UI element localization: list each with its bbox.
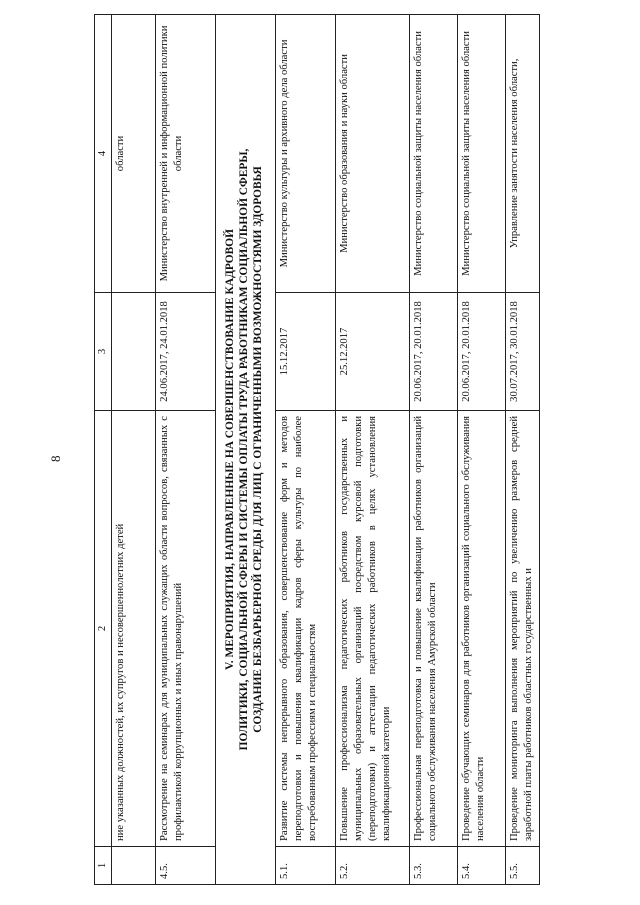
table-row: [335, 15, 409, 885]
section-heading-line-3: СОЗДАНИЕ БЕЗБАРЬЕРНОЙ СРЕДЫ ДЛЯ ЛИЦ С ОГРАНИЧЕННЫМИ ВОЗМОЖНОСТЯМИ ЗДОРОВЬЯ: [252, 166, 265, 733]
header-col-4: 4: [95, 15, 112, 293]
row-number: 5.4.: [457, 847, 505, 885]
table-row: [111, 15, 155, 885]
row-number: 5.3.: [409, 847, 457, 885]
header-col-1: 1: [95, 847, 112, 885]
row-number: 4.5.: [155, 847, 215, 885]
row-description: Профессиональная переподготовка и повышение квалификации работников организаций социального обслуживания населения Амурской области: [409, 411, 457, 847]
row-description: ние указанных должностей, их супругов и несовершеннолетних детей: [111, 411, 155, 847]
table-row: [505, 15, 539, 885]
row-description: Развитие системы непрерывного образования, совершенствование форм и методов переподготовки и повышения квалификации кадров сферы культуры по наиболее востребованным профессиям и специальностям: [275, 411, 335, 847]
row-description: Проведение обучающих семинаров для работников организаций социального обслуживания населения области: [457, 411, 505, 847]
row-responsible: Министерство внутренней и информационной политики области: [155, 15, 215, 293]
row-description: Проведение мониторинга выполнения мероприятий по увеличению размеров средней заработной платы работников областных государственных и: [505, 411, 539, 847]
table-row: [155, 15, 215, 885]
rotated-table-area: [94, 15, 594, 885]
row-number: [111, 847, 155, 885]
row-responsible: Министерство образования и науки области: [335, 15, 409, 293]
section-heading-line-1: V. МЕРОПРИЯТИЯ, НАПРАВЛЕННЫЕ НА СОВЕРШЕНСТВОВАНИЕ КАДРОВОЙ: [223, 229, 236, 670]
row-description: Рассмотрение на семинарах для муниципальных служащих области вопросов, связанных с профилактикой коррупционных и иных правонарушений: [155, 411, 215, 847]
header-col-2: 2: [95, 411, 112, 847]
row-date: 15.12.2017: [275, 293, 335, 411]
section-heading-line-2: ПОЛИТИКИ, СОЦИАЛЬНОЙ СФЕРЫ И СИСТЕМЫ ОПЛАТЫ ТРУДА РАБОТНИКАМ СОЦИАЛЬНОЙ СФЕРЫ,: [238, 148, 251, 751]
row-date: 20.06.2017, 20.01.2018: [457, 293, 505, 411]
row-responsible: Министерство культуры и архивного дела области: [275, 15, 335, 293]
row-date: 30.07.2017, 30.01.2018: [505, 293, 539, 411]
row-date: [111, 293, 155, 411]
row-date: 25.12.2017: [335, 293, 409, 411]
row-responsible: Управление занятости населения области,: [505, 15, 539, 293]
table-row: [275, 15, 335, 885]
row-responsible: Министерство социальной защиты населения области: [457, 15, 505, 293]
row-description: Повышение профессионализма педагогических работников государственных и муниципальных образовательных организаций посредством курсовой подготовки (переподготовки) и аттестации педагогических работников в целях установления квалификационной категории: [335, 411, 409, 847]
measures-table: [94, 14, 540, 885]
page-number: 8: [48, 455, 63, 462]
row-number: 5.5.: [505, 847, 539, 885]
table-row: [457, 15, 505, 885]
row-number: 5.2.: [335, 847, 409, 885]
header-row: [95, 15, 112, 885]
row-number: 5.1.: [275, 847, 335, 885]
row-date: 20.06.2017, 20.01.2018: [409, 293, 457, 411]
row-date: 24.06.2017, 24.01.2018: [155, 293, 215, 411]
header-col-3: 3: [95, 293, 112, 411]
table-row: [409, 15, 457, 885]
row-responsible: Министерство социальной защиты населения области: [409, 15, 457, 293]
section-row: [215, 15, 275, 885]
row-responsible: области: [111, 15, 155, 293]
section-heading: [215, 15, 275, 885]
